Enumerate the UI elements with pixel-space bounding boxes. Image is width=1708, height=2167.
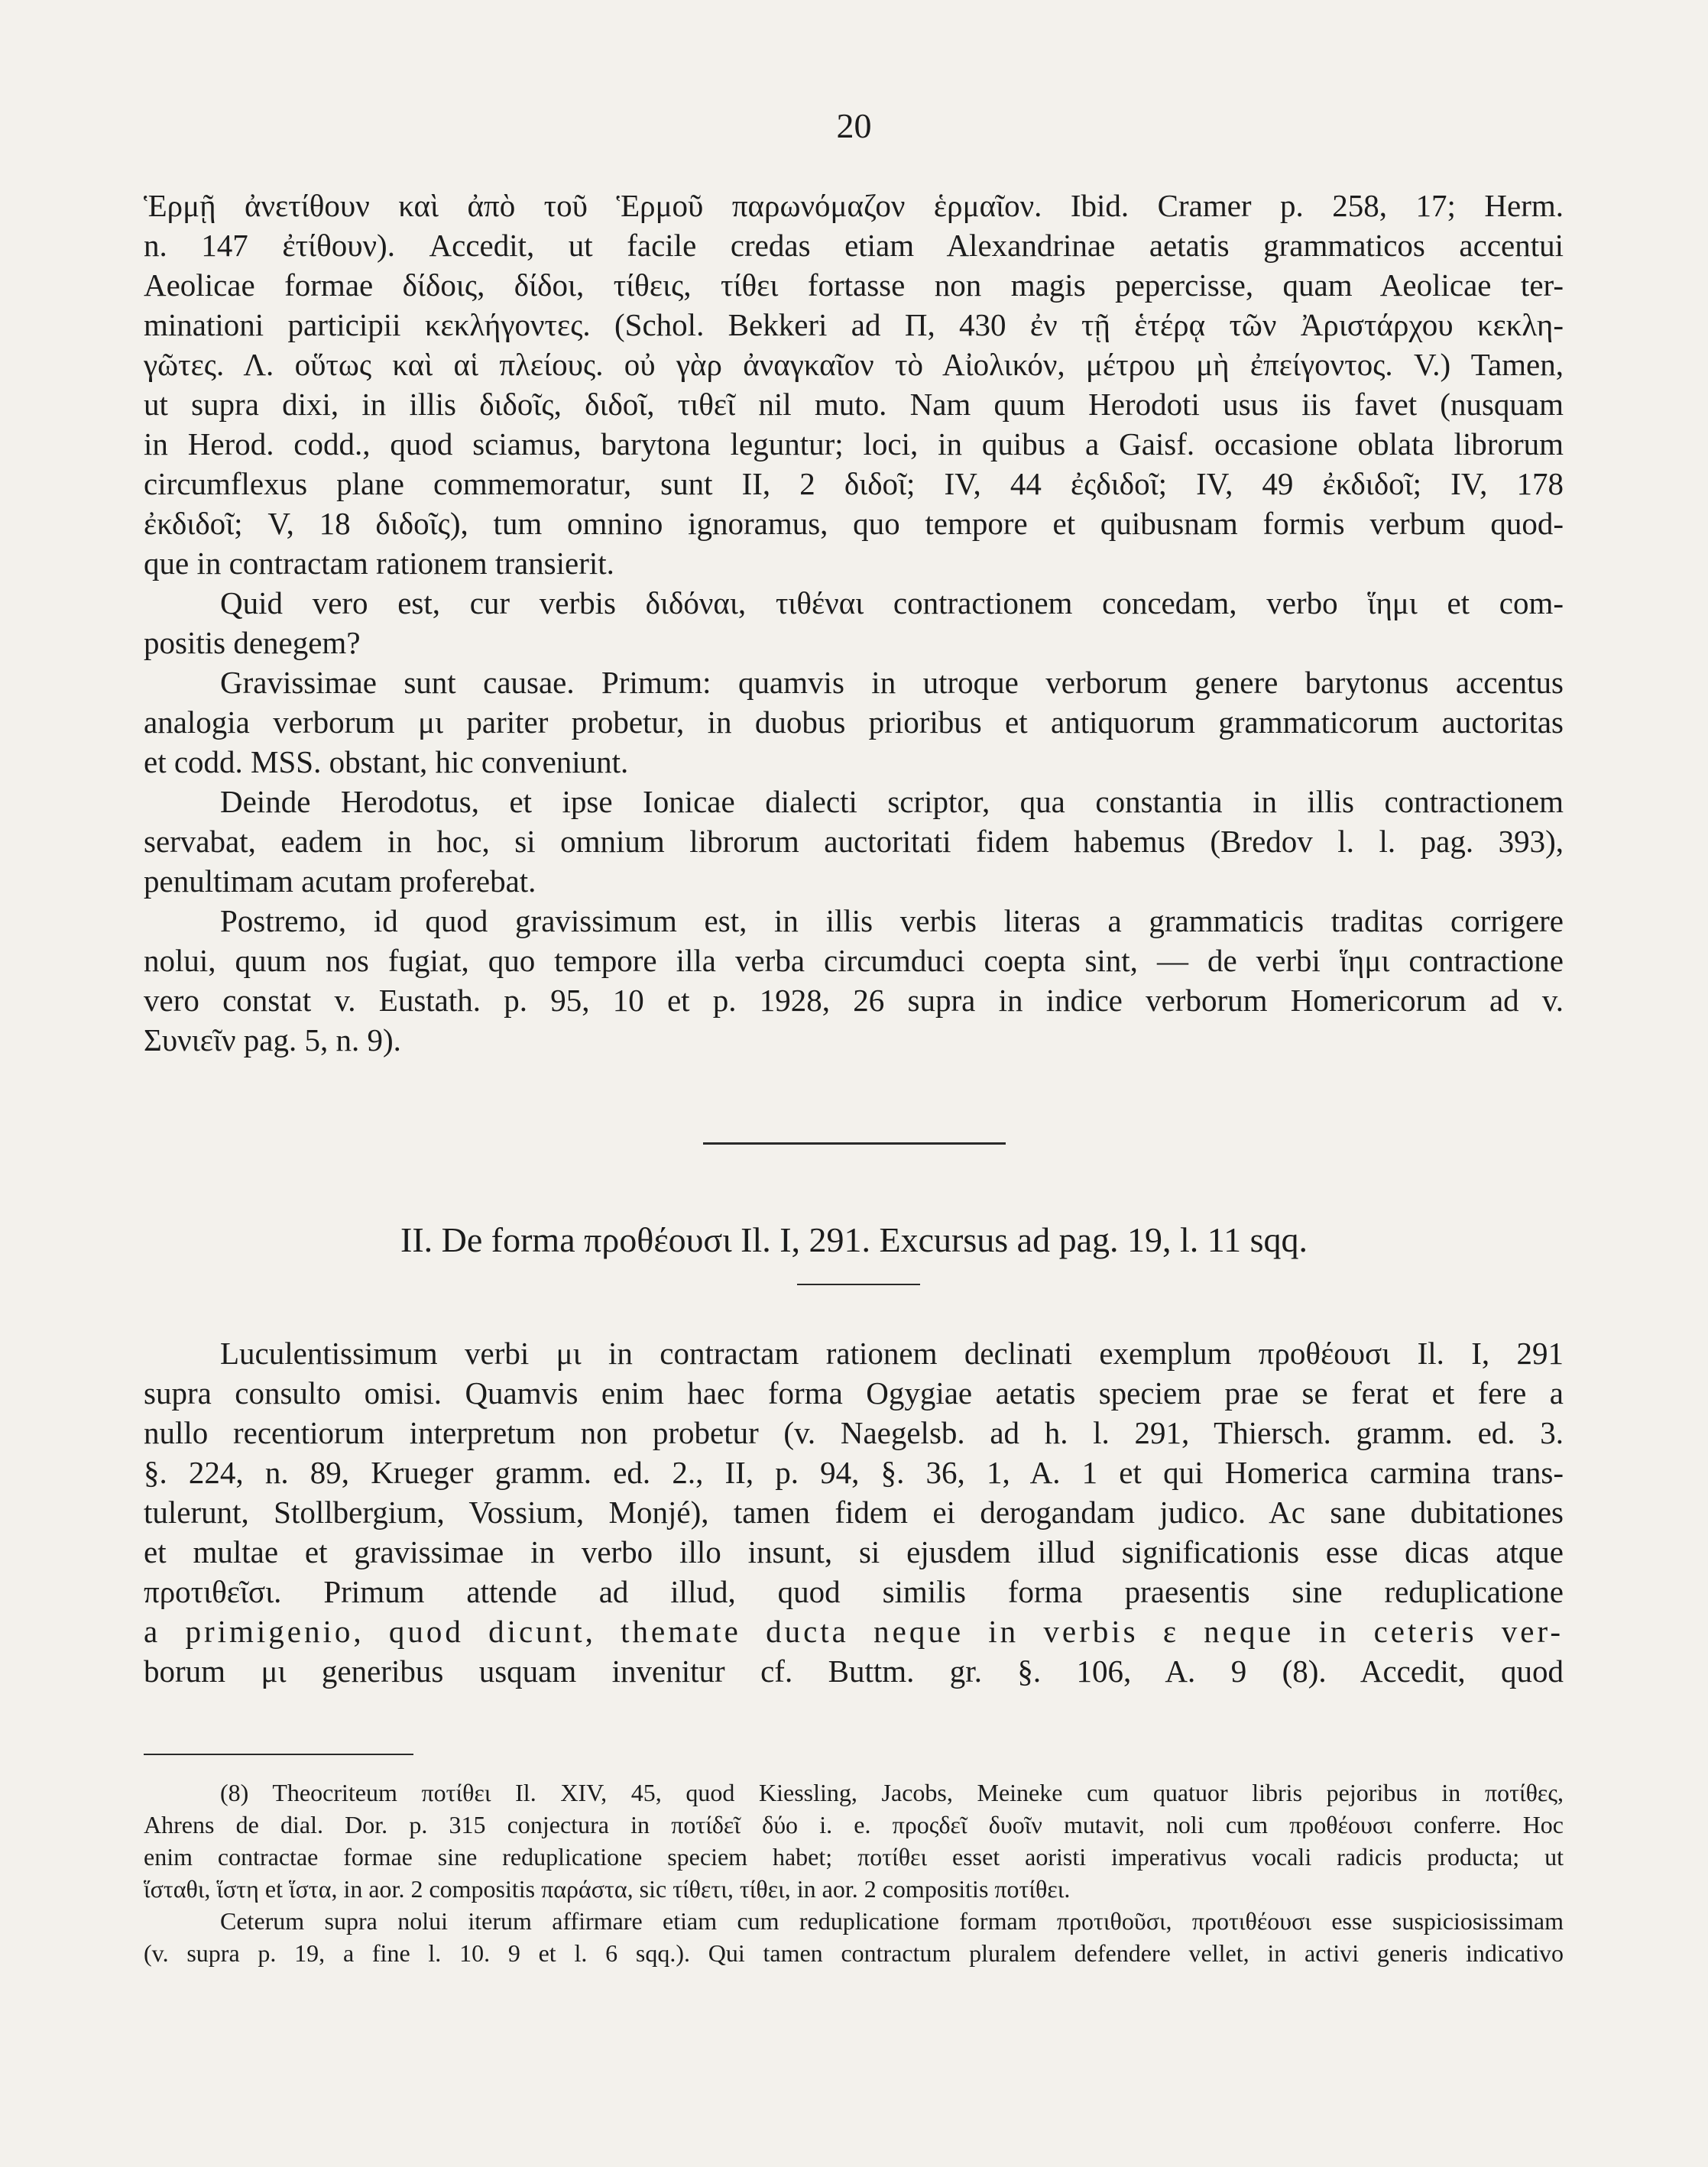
text-line: que in contractam rationem transierit. — [144, 546, 614, 581]
section-divider — [703, 1142, 1006, 1145]
text-line: a primigenio, quod dicunt, themate ducta neque in verbis ε neque in ceteris ver- — [144, 1614, 1564, 1649]
text-line: Aeolicae formae δίδοις, δίδοι, τίθεις, τίθει fortasse non magis pepercisse, quam Aeolicae ter- — [144, 267, 1564, 303]
paragraph-start-line: Postremo, id quod gravissimum est, in illis verbis literas a grammaticis traditas corrigere — [220, 903, 1564, 938]
text-line: nolui, quum nos fugiat, quo tempore illa verba circumduci coepta sint, — de verbi ἵημι contractione — [144, 943, 1564, 978]
text-line: n. 147 ἐτίθουν). Accedit, ut facile credas etiam Alexandrinae aetatis grammaticos accentui — [144, 228, 1564, 263]
footnote-line: ἵσταθι, ἵστη et ἵστα, in aor. 2 compositis παράστα, sic τίθετι, τίθει, in aor. 2 compositis ποτίθει. — [144, 1875, 1071, 1903]
text-line: ut supra dixi, in illis διδοῖς, διδοῖ, τιθεῖ nil muto. Nam quum Herodoti usus iis favet (nusquam — [144, 387, 1564, 422]
text-line: circumflexus plane commemoratur, sunt II, 2 διδοῖ; IV, 44 ἐςδιδοῖ; IV, 49 ἐκδιδοῖ; IV, 178 — [144, 466, 1564, 501]
text-line: προτιθεῖσι. Primum attende ad illud, quod similis forma praesentis sine reduplicatione — [144, 1574, 1564, 1609]
section-two-text — [144, 1333, 1564, 1691]
paragraph-start-line: Quid vero est, cur verbis διδόναι, τιθέναι contractionem concedam, verbo ἵημι et com- — [220, 585, 1564, 620]
text-line: in Herod. codd., quod sciamus, barytona leguntur; loci, in quibus a Gaisf. occasione oblata librorum — [144, 426, 1564, 462]
text-line: positis denegem? — [144, 625, 361, 660]
text-line: Συνιεῖν pag. 5, n. 9). — [144, 1022, 401, 1058]
text-line: γῶτες. Λ. οὕτως καὶ αἱ πλείους. οὐ γὰρ ἀναγκαῖον τὸ Αἰολικόν, μέτρου μὴ ἐπείγοντος. V.) Tamen, — [144, 347, 1564, 382]
section-heading: II. De forma προθέουσι Il. I, 291. Excursus ad pag. 19, l. 11 sqq. — [400, 1220, 1308, 1259]
footnote-line: Ahrens de dial. Dor. p. 315 conjectura in ποτίδεῖ δύο i. e. προςδεῖ δυοῖν mutavit, noli cum προθέουσι conferre. Hoc — [144, 1811, 1564, 1838]
paragraph-start-line: Gravissimae sunt causae. Primum: quamvis in utroque verborum genere barytonus accentus — [220, 665, 1564, 700]
paragraph-start-line: Deinde Herodotus, et ipse Ionicae dialecti scriptor, qua constantia in illis contractionem — [220, 784, 1564, 819]
footnotes — [144, 1777, 1564, 1969]
text-line: minationi participii κεκλήγοντες. (Schol. Bekkeri ad Π, 430 ἐν τῇ ἑτέρᾳ τῶν Ἀριστάρχου κεκλη- — [144, 307, 1564, 342]
text-line: tulerunt, Stollbergium, Vossium, Monjé), tamen fidem ei derogandam judico. Ac sane dubitationes — [144, 1495, 1564, 1530]
heading-underline — [797, 1284, 920, 1285]
text-line: et multae et gravissimae in verbo illo insunt, si ejusdem illud significationis esse dicas atque — [144, 1534, 1564, 1569]
footnote-line: (v. supra p. 19, a fine l. 10. 9 et l. 6 sqq.). Qui tamen contractum pluralem defendere vellet, in activi generis indicativo — [144, 1939, 1564, 1967]
footnote-divider — [144, 1754, 413, 1755]
footnote-line: (8) Theocriteum ποτίθει Il. XIV, 45, quod Kiessling, Jacobs, Meineke cum quatuor libris pejoribus in ποτίθες, — [220, 1779, 1564, 1806]
text-line: et codd. MSS. obstant, hic conveniunt. — [144, 744, 629, 779]
text-line: nullo recentiorum interpretum non probetur (v. Naegelsb. ad h. l. 291, Thiersch. gramm. ed. 3. — [144, 1415, 1564, 1450]
paragraph-start-line: Luculentissimum verbi μι in contractam rationem declinati exemplum προθέουσι Il. I, 291 — [220, 1336, 1564, 1371]
text-line: borum μι generibus usquam invenitur cf. Buttm. gr. §. 106, A. 9 (8). Accedit, quod — [144, 1654, 1564, 1689]
footnote-line: enim contractae formae sine reduplicatione speciem habet; ποτίθει esset aoristi imperativus vocali radicis producta; ut — [144, 1843, 1564, 1871]
text-line: penultimam acutam proferebat. — [144, 863, 536, 899]
text-line: supra consulto omisi. Quamvis enim haec forma Ogygiae aetatis speciem prae se ferat et fere a — [144, 1375, 1564, 1411]
text-line: analogia verborum μι pariter probetur, in duobus prioribus et antiquorum grammaticorum auctoritas — [144, 705, 1564, 740]
text-line: ἐκδιδοῖ; V, 18 διδοῖς), tum omnino ignoramus, quo tempore et quibusnam formis verbum quod- — [144, 506, 1564, 541]
text-line: vero constat v. Eustath. p. 95, 10 et p. 1928, 26 supra in indice verborum Homericorum ad v. — [144, 983, 1564, 1018]
text-line: Ἑρμῇ ἀνετίθουν καὶ ἀπὸ τοῦ Ἑρμοῦ παρωνόμαζον ἑρμαῖον. Ibid. Cramer p. 258, 17; Herm. — [144, 188, 1564, 223]
footnote-line: Ceterum supra nolui iterum affirmare etiam cum reduplicatione formam προτιθοῦσι, προτιθέουσι esse suspiciosissimam — [220, 1907, 1564, 1935]
page-number: 20 — [836, 106, 872, 145]
section-one-text — [144, 186, 1564, 1060]
text-line: servabat, eadem in hoc, si omnium librorum auctoritati fidem habemus (Bredov l. l. pag. 393), — [144, 824, 1564, 859]
text-line: §. 224, n. 89, Krueger gramm. ed. 2., II, p. 94, §. 36, 1, A. 1 et qui Homerica carmina trans- — [144, 1455, 1564, 1490]
